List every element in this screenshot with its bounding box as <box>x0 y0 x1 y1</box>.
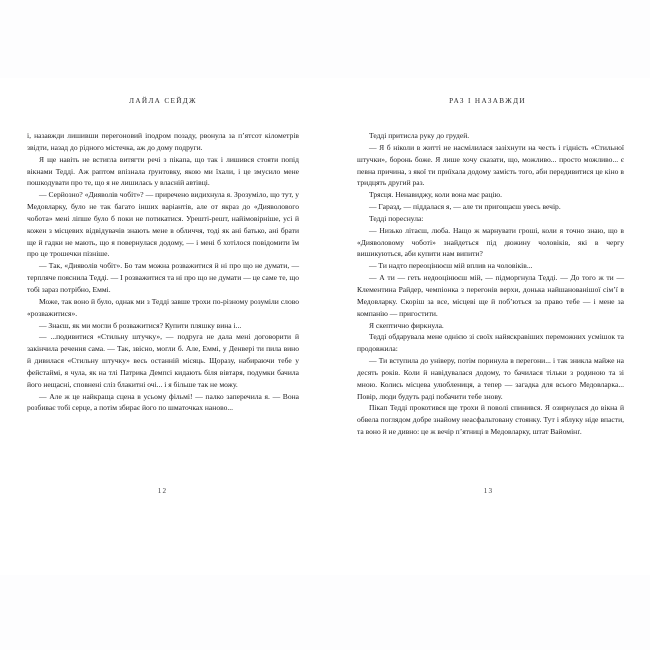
paragraph: — Знаєш, як ми могли б розважитися? Купити пляшку вина і... <box>39 320 242 330</box>
book-page-spread <box>0 78 650 575</box>
right-page-body-text <box>357 130 624 438</box>
right-page-running-head: РАЗ І НАЗАВЖДИ <box>449 97 526 105</box>
left-page-body-text <box>27 130 299 414</box>
paragraph: Я скептично фиркнула. <box>369 320 444 330</box>
paragraph: Може, так воно й було, однак ми з Тедді завше трохи по-різному розуміли слово «розважитися». <box>27 296 299 318</box>
left-book-page <box>0 78 325 575</box>
paragraph: Тедді обдарувала мене однією зі своїх найяскравіших переможних усмішок та продовжила: <box>357 332 624 354</box>
right-book-page <box>325 78 650 575</box>
paragraph: Трясця. Ненавиджу, коли вона має рацію. <box>369 190 503 200</box>
paragraph: Тедді притисла руку до грудей. <box>369 131 470 140</box>
paragraph: Я ще навіть не встигла витягти речі з пікапа, що так і лишився стояти попід вікнами Тедді. Аж раптом впізнала ґрунтовку, якою ми їхали, і це змусило мене пошкодувати про те, що я не лишилась у власній автівці. <box>27 154 299 188</box>
paragraph: Тедді пореснула: <box>369 213 424 223</box>
paragraph: — Я б ніколи в житті не насмілилася зазіхнути на честь і гідність «Стильної штучки», боронь боже. Я лише хочу сказати, що, можливо... просто можливо... є певна причина, з якої ти приїхала додому замість того, аби передивитися це кіно в тридцять другий раз. <box>357 142 624 188</box>
left-page-running-head: ЛАЙЛА СЕЙДЖ <box>129 97 197 105</box>
paragraph: — А ти — геть недооцінюєш мій, — підморгнула Тедді. — До того ж ти — Клементина Райдер, чемпіонка з перегонів верхи, донька найшанованішої сім’ї в Медовларку. Скоріш за все, місцеві ще й поб’ються за право тебе — і мене за компанію — пригостити. <box>357 273 624 318</box>
paragraph: — Низько літаєш, люба. Нащо ж марнувати гроші, коли я точно знаю, що в «Дияволовому чоботі» знайдеться під дюжину чоловіків, які в чергу вишикуються, аби купити нам випити? <box>357 225 624 259</box>
paragraph: — Серйозно? «Дияволів чобіт»? — приречено видихнула я. Зрозуміло, що тут, у Медовларку, було не так багато інших варіантів, але от якраз до «Дияволового чобота» мені ліпше було б поки не потикатися. Урешті-решт, найімовірніше, усі й кожен з місцевих відвідувачів знають мене в обличчя, тоді як ані батько, ані брати ще й гадки не мають, що я повернулася додому, — і мені б хотілося повідомити їм про це трошечки пізніше. <box>27 190 299 259</box>
left-page-number: 12 <box>157 487 168 495</box>
paragraph: Пікап Тедді прокотився ще трохи й поволі спинився. Я озирнулася до вікна й обвела поглядом добре знайому неасфальтовану стоянку. Тут і яблуку ніде впасти, та воно й не дивно: це ж вечір п’ятниці в Медовларку, штат Вайомінґ. <box>357 403 624 437</box>
paragraph: — Але ж це найкраща сцена в усьому фільмі! — палко заперечила я. — Вона розбиває тобі серце, а потім збирає його по шматочках наново... <box>27 391 299 413</box>
paragraph: і, назавжди лишивши перегоновий іподром позаду, рвонула за п’ятсот кілометрів звідти, назад до рідного містечка, аж до дому подруги. <box>27 131 299 152</box>
paragraph: — ...подивитися «Стильну штучку», — подруга не дала мені договорити й закінчила речення сама. — Так, звісно, могли б. Але, Еммі, у Денвері ти пила вино й дивилася «Стильну штучку» весь останній місяць. Щоразу, набираючи тебе у фейстаймі, я чула, як на тлі Патрика Демпсі кидають біля вівтаря, подумки бачила його нещасні, сповнені сліз блакитні очі... і я більше так не можу. <box>27 332 299 389</box>
paragraph: — Гаразд, — піддалася я, — але ти пригощаєш увесь вечір. <box>369 202 561 212</box>
paragraph: — Ти надто переоцінюєш мій вплив на чоловіків... <box>369 261 533 271</box>
paragraph: — Ти вступила до універу, потім поринула в перегони... і так зникла майже на десять років. Коли й навідувалася додому, то бачилася тільки з родиною та зі мною. Колись місцева улюблениця, а тепер — загадка для всього Медовларка... Повір, люди будуть раді побачити тебе знову. <box>357 356 624 401</box>
right-page-number: 13 <box>483 487 494 495</box>
paragraph: — Так, «Дияволів чобіт». Бо там можна розважитися й ні про що не думати, — терпляче пояснила Тедді. — І розважитися та ні про що не думати — це саме те, що тобі зараз потрібно, Еммі. <box>27 261 299 294</box>
